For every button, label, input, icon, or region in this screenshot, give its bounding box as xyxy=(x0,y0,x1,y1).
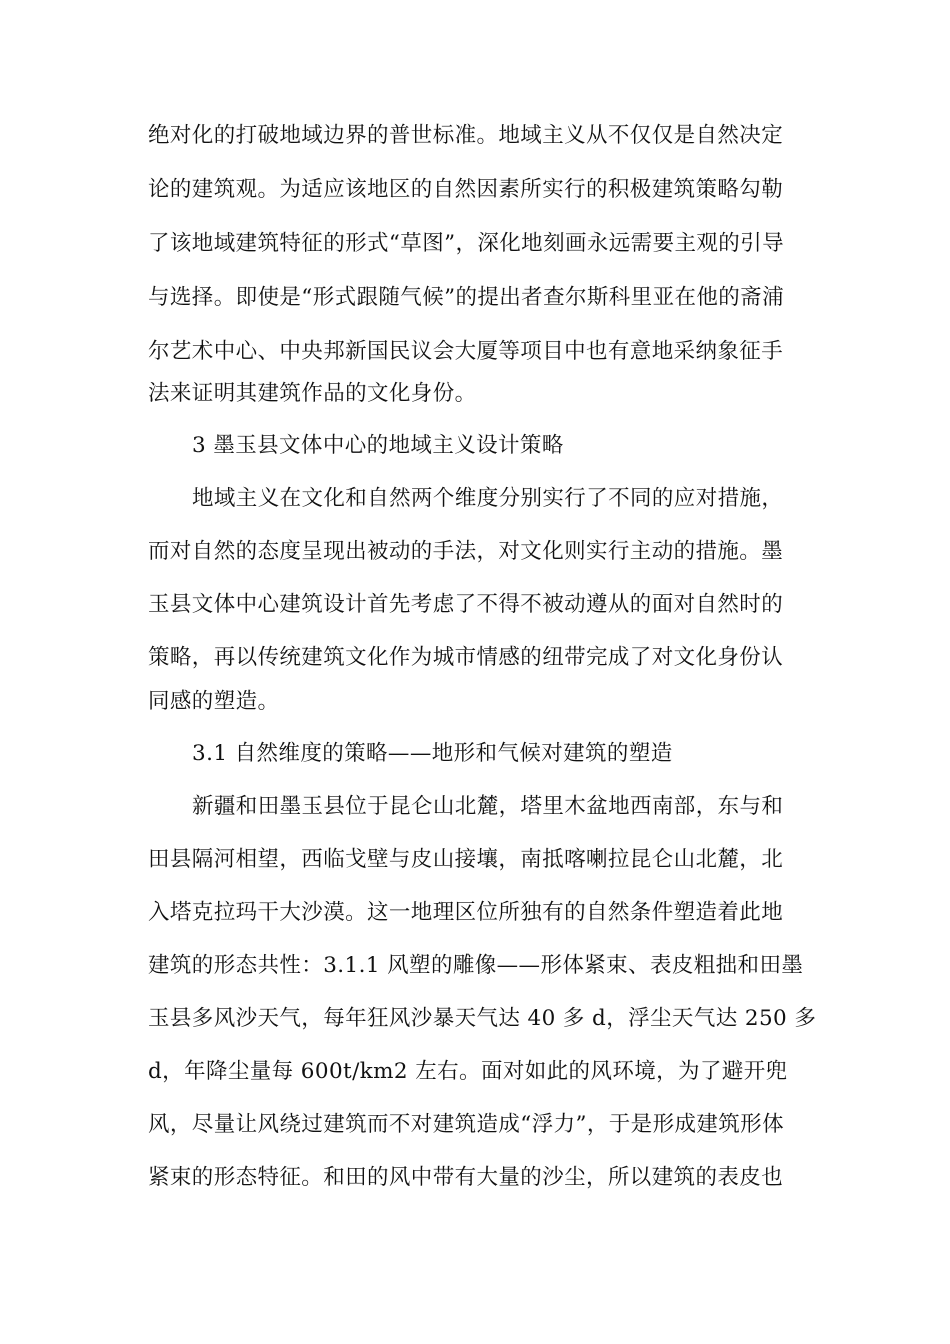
paragraph-3-line-7: 风，尽量让风绕过建筑而不对建筑造成“浮力”，于是形成建筑形体 xyxy=(148,1112,784,1137)
paragraph-1-line-4: 与选择。即使是“形式跟随气候”的提出者查尔斯科里亚在他的斋浦 xyxy=(148,285,784,310)
paragraph-3-line-4: 建筑的形态共性：3.1.1 风塑的雕像——形体紧束、表皮粗拙和田墨 xyxy=(148,953,804,978)
paragraph-1-line-2: 论的建筑观。为适应该地区的自然因素所实行的积极建筑策略勾勒 xyxy=(148,177,784,202)
paragraph-2-line-4: 策略，再以传统建筑文化作为城市情感的纽带完成了对文化身份认 xyxy=(148,645,784,670)
paragraph-1-line-5: 尔艺术中心、中央邦新国民议会大厦等项目中也有意地采纳象征手 xyxy=(148,339,784,364)
paragraph-2-line-3: 玉县文体中心建筑设计首先考虑了不得不被动遵从的面对自然时的 xyxy=(148,592,784,617)
paragraph-2-line-1: 地域主义在文化和自然两个维度分别实行了不同的应对措施， xyxy=(192,486,784,511)
paragraph-1-line-1: 绝对化的打破地域边界的普世标准。地域主义从不仅仅是自然决定 xyxy=(148,123,784,148)
paragraph-1-line-6: 法来证明其建筑作品的文化身份。 xyxy=(148,381,477,406)
paragraph-3-line-1: 新疆和田墨玉县位于昆仑山北麓，塔里木盆地西南部，东与和 xyxy=(192,794,784,819)
paragraph-1-line-3: 了该地域建筑特征的形式“草图”，深化地刻画永远需要主观的引导 xyxy=(148,231,784,256)
paragraph-3-line-2: 田县隔河相望，西临戈壁与皮山接壤，南抵喀喇拉昆仑山北麓，北 xyxy=(148,847,784,872)
section-heading-3-1: 3.1 自然维度的策略——地形和气候对建筑的塑造 xyxy=(192,741,673,766)
section-heading-3: 3 墨玉县文体中心的地域主义设计策略 xyxy=(192,433,564,458)
paragraph-3-line-3: 入塔克拉玛干大沙漠。这一地理区位所独有的自然条件塑造着此地 xyxy=(148,900,784,925)
paragraph-3-line-5: 玉县多风沙天气，每年狂风沙暴天气达 40 多 d，浮尘天气达 250 多 xyxy=(148,1006,817,1031)
paragraph-2-line-5: 同感的塑造。 xyxy=(148,689,280,714)
paragraph-3-line-8: 紧束的形态特征。和田的风中带有大量的沙尘，所以建筑的表皮也 xyxy=(148,1165,784,1190)
paragraph-2-line-2: 而对自然的态度呈现出被动的手法，对文化则实行主动的措施。墨 xyxy=(148,539,784,564)
paragraph-3-line-6: d，年降尘量每 600t/km2 左右。面对如此的风环境，为了避开兜 xyxy=(148,1059,788,1084)
